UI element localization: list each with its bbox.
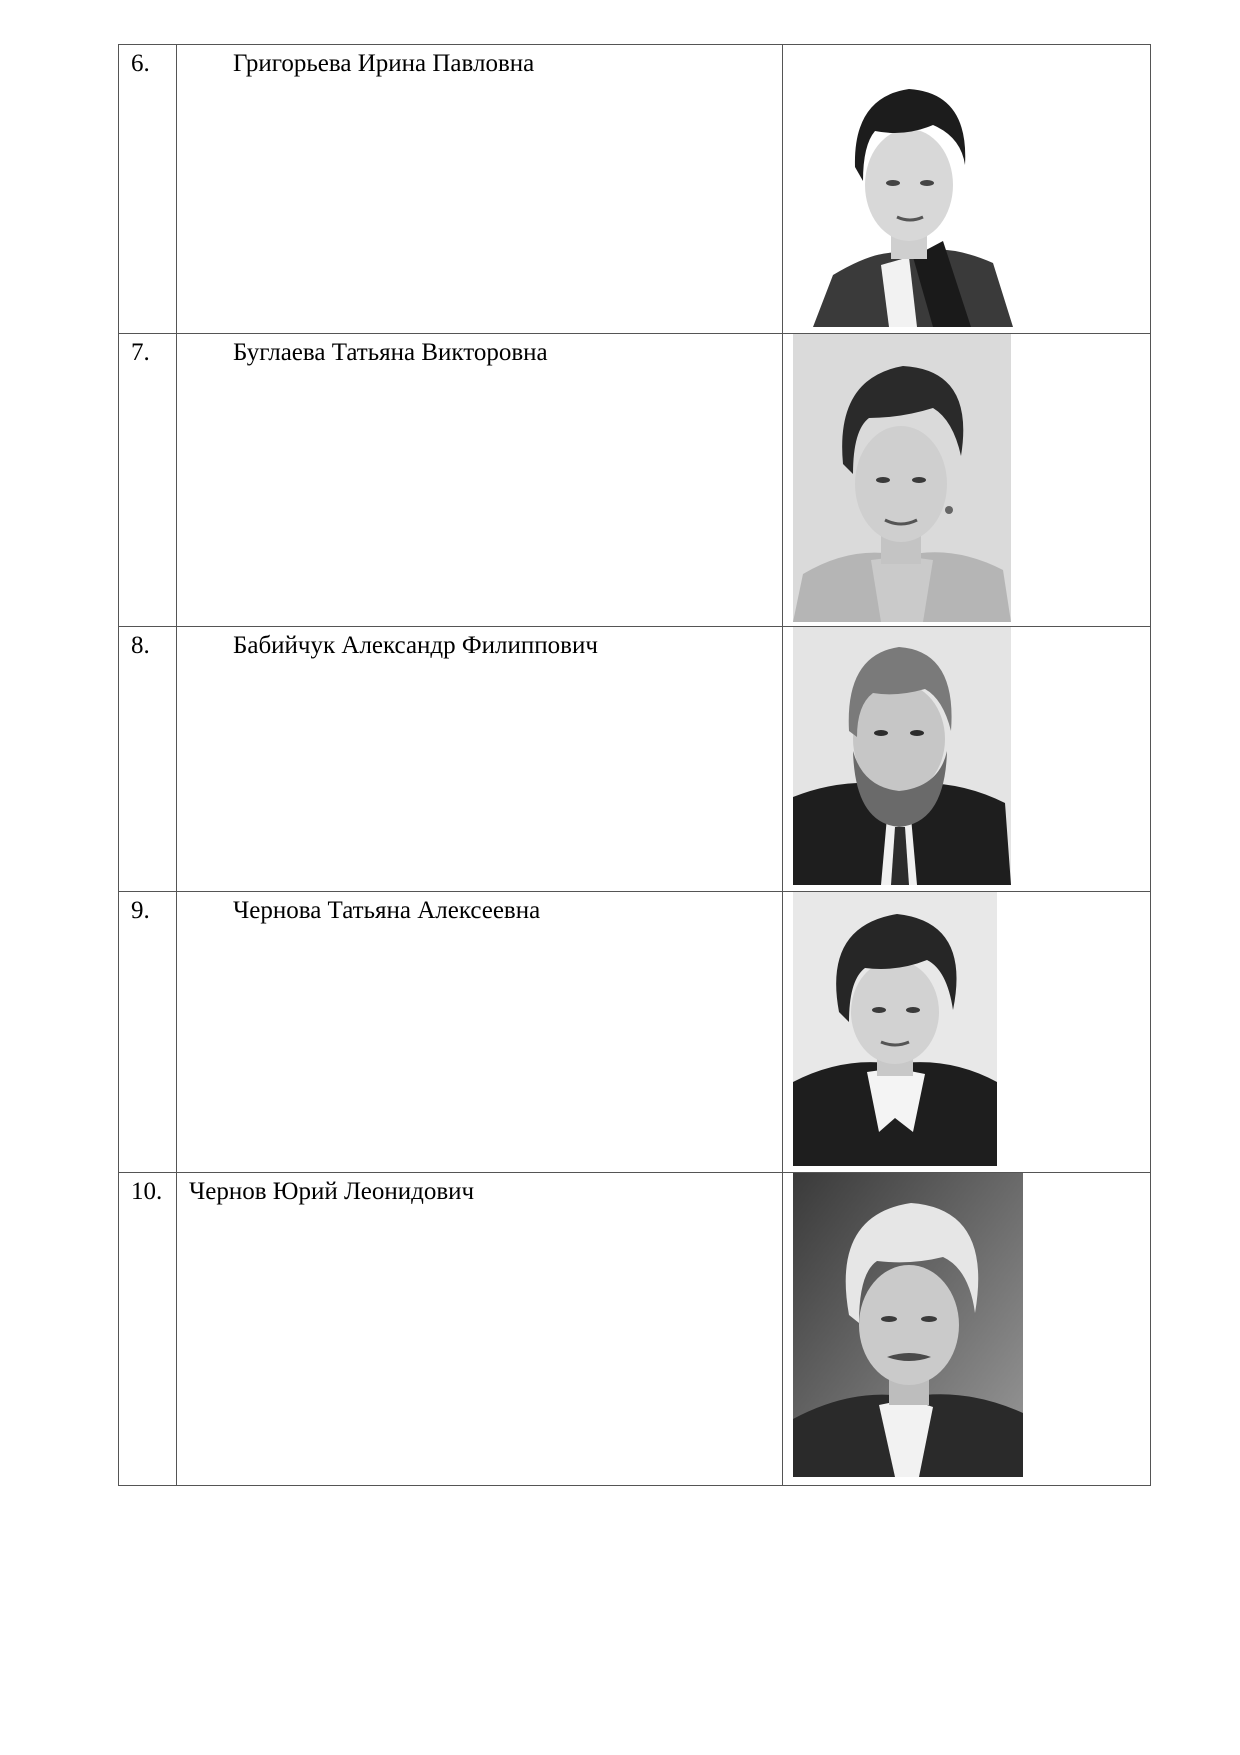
name-cell: [177, 892, 783, 1173]
name-cell: [177, 334, 783, 627]
table-row: [119, 45, 1151, 334]
row-number-cell: [119, 1173, 177, 1486]
portrait-photo: [793, 627, 1011, 885]
person-name: Чернов Юрий Леонидович: [189, 1178, 475, 1205]
table-row: [119, 334, 1151, 627]
table-row: [119, 892, 1151, 1173]
portrait-photo: [793, 892, 997, 1166]
row-number: 9.: [131, 897, 150, 924]
table-row: [119, 627, 1151, 892]
portrait-photo: [793, 334, 1011, 622]
person-name: Буглаева Татьяна Викторовна: [233, 339, 548, 366]
row-number: 7.: [131, 339, 150, 366]
person-name: Бабийчук Александр Филиппович: [233, 632, 598, 659]
row-number: 8.: [131, 632, 150, 659]
row-number-cell: [119, 627, 177, 892]
row-number-cell: [119, 334, 177, 627]
photo-cell: [783, 334, 1151, 627]
photo-cell: [783, 627, 1151, 892]
portrait-photo: [793, 45, 1025, 327]
person-name: Чернова Татьяна Алексеевна: [233, 897, 541, 924]
row-number: 10.: [131, 1178, 163, 1205]
portrait-photo: [793, 1173, 1023, 1477]
photo-cell: [783, 1173, 1151, 1486]
row-number-cell: [119, 45, 177, 334]
photo-cell: [783, 45, 1151, 334]
name-cell: [177, 627, 783, 892]
name-cell: [177, 1173, 783, 1486]
staff-table: [118, 44, 1151, 1486]
table-row: [119, 1173, 1151, 1486]
photo-cell: [783, 892, 1151, 1173]
name-cell: [177, 45, 783, 334]
row-number: 6.: [131, 50, 150, 77]
person-name: Григорьева Ирина Павловна: [233, 50, 535, 77]
row-number-cell: [119, 892, 177, 1173]
